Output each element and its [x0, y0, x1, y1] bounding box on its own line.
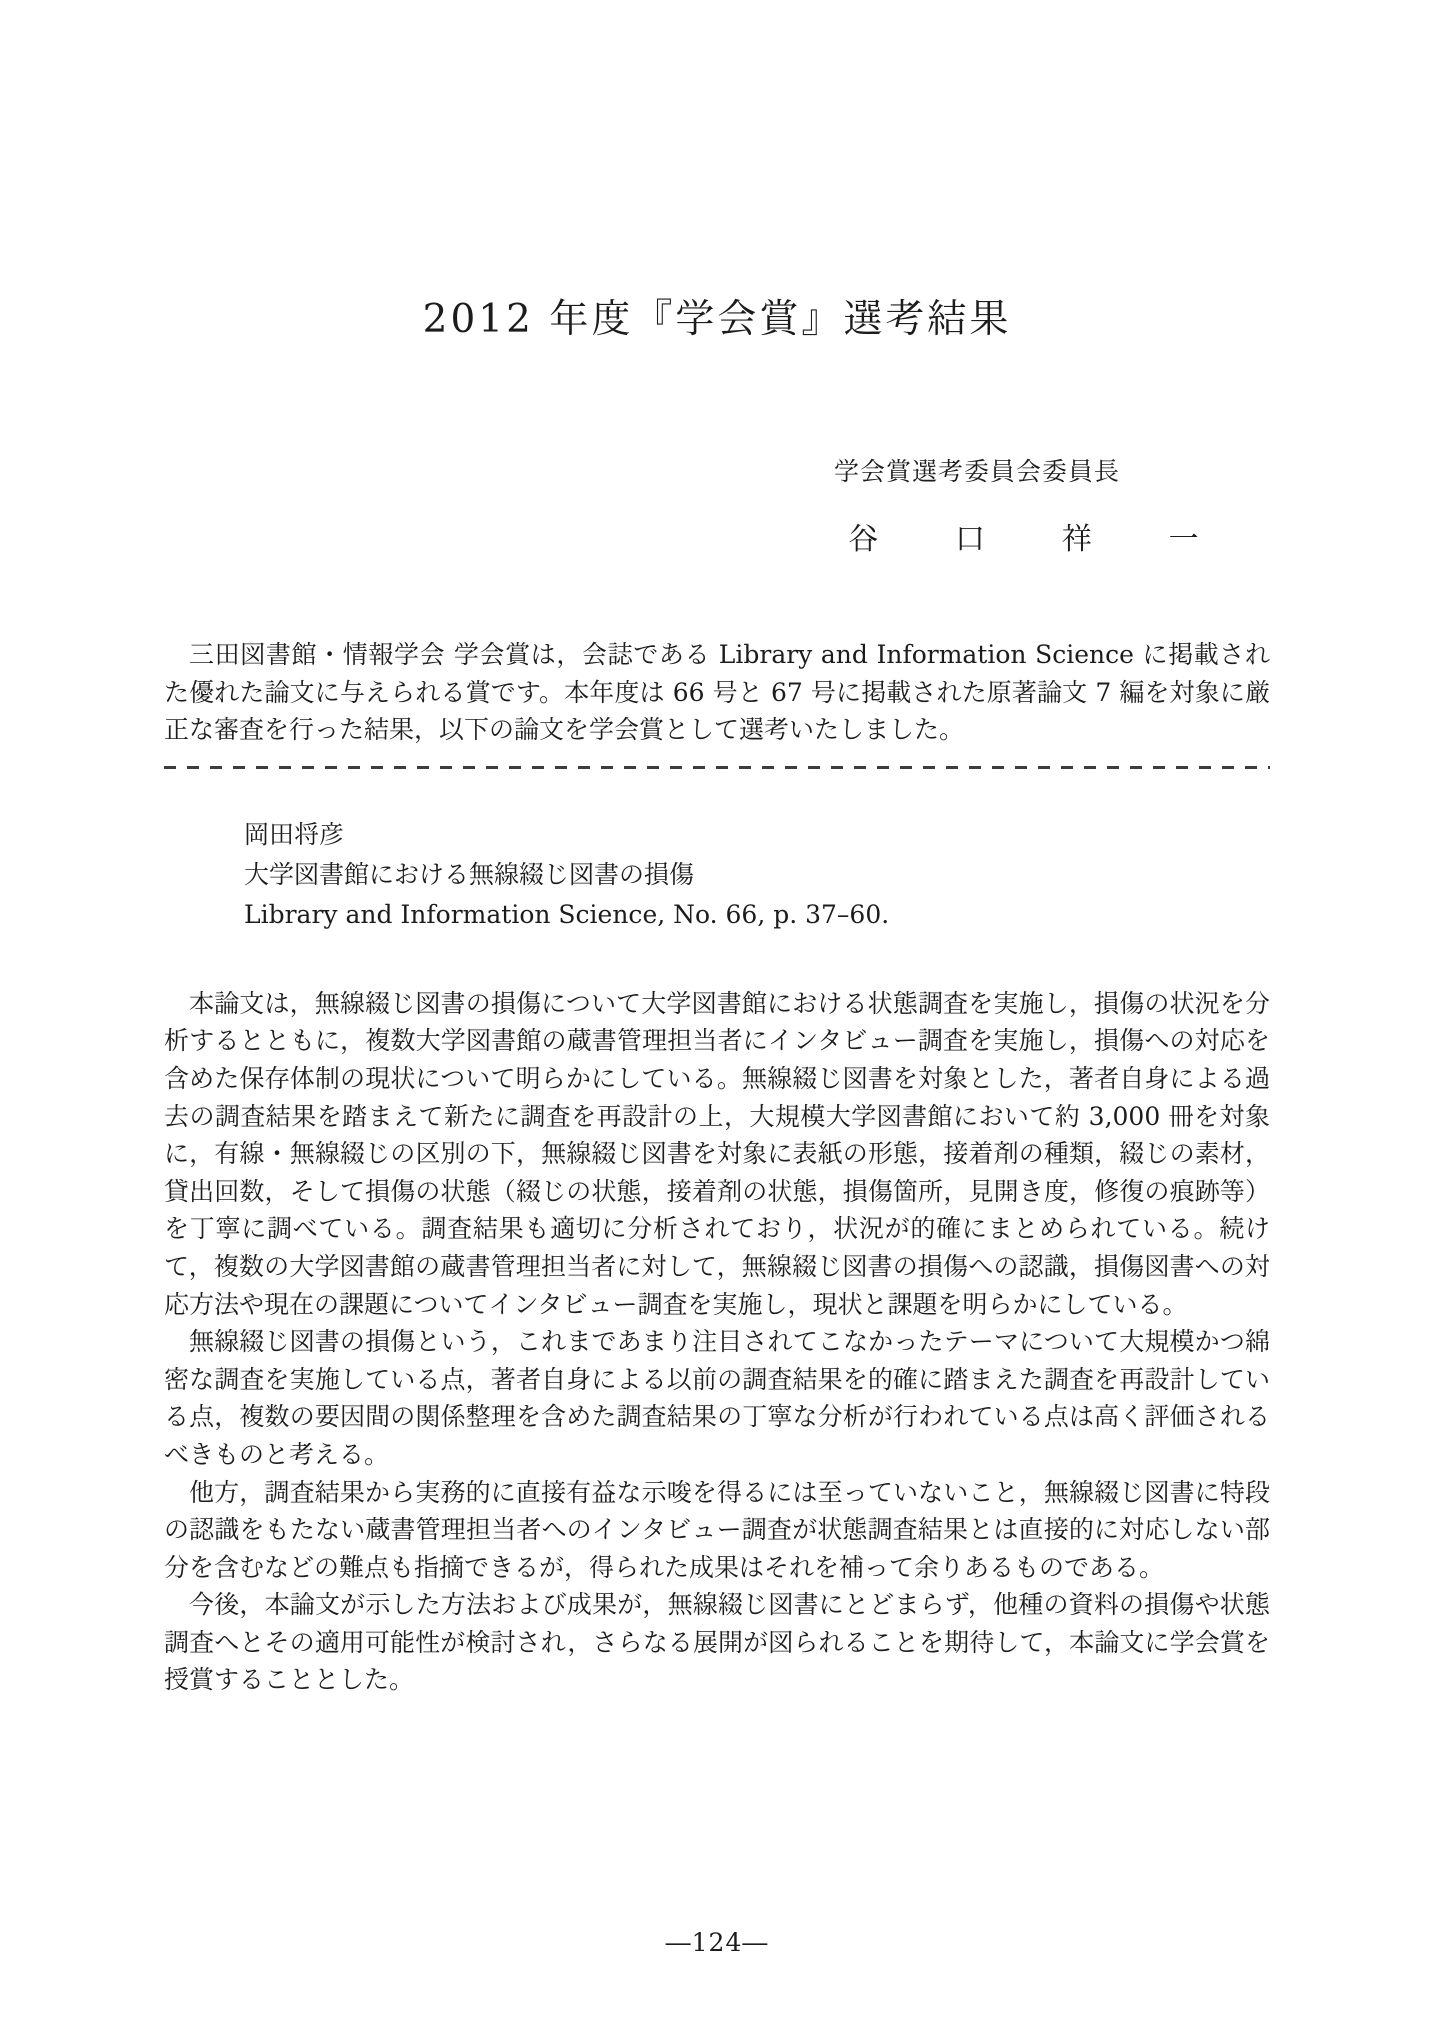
- committee-chair-name: 谷 口 祥 一: [848, 522, 1222, 557]
- committee-role-label: 学会賞選考委員会委員長: [833, 457, 1120, 486]
- page-number: ―124―: [665, 1928, 769, 1957]
- body-paragraph: 本論文は，無線綴じ図書の損傷について大学図書館における状態調査を実施し，損傷の状況を分析するとともに，複数大学図書館の蔵書管理担当者にインタビュー調査を実施し，損傷への対応を含めた保存体制の現状について明らかにしている。無線綴じ図書を対象とした，著者自身による過去の調査結果を踏まえて新たに調査を再設計の上，大規模大学図書館において約 3,000 冊を対象に，有線・無線綴じの区別の下，無線綴じ図書を対象に表紙の形態，接着剤の種類，綴じの素材，貸出回数，そして損傷の状態（綴じの状態，接着剤の状態，損傷箇所，見開き度，修復の痕跡等）を丁寧に調べている。調査結果も適切に分析されており，状況が的確にまとめられている。続けて，複数の大学図書館の蔵書管理担当者に対して，無線綴じ図書の損傷への認識，損傷図書への対応方法や現在の課題についてインタビュー調査を実施し，現状と課題を明らかにしている。: [164, 988, 1270, 1319]
- intro-paragraph: 三田図書館・情報学会 学会賞は，会誌である Library and Information Science に掲載された優れた論文に与えられる賞です。本年度は 66 号と 67 号に掲載された原著論文 7 編を対象に厳正な審査を行った結果，以下の論文を学会賞として選考いたしました。: [164, 640, 1270, 745]
- body-paragraph: 他方，調査結果から実務的に直接有益な示唆を得るには至っていないこと，無線綴じ図書に特段の認識をもたない蔵書管理担当者へのインタビュー調査が状態調査結果とは直接的に対応しない部分を含むなどの難点も指摘できるが，得られた成果はそれを補って余りあるものである。: [164, 1477, 1270, 1582]
- citation-paper-title: 大学図書館における無線綴じ図書の損傷: [244, 859, 695, 889]
- citation-source: Library and Information Science, No. 66, p. 37–60.: [244, 899, 890, 929]
- page-content: [164, 0, 1270, 1699]
- review-body: [164, 985, 1270, 1699]
- page-title: 2012 年度『学会賞』選考結果: [422, 297, 1012, 342]
- citation-author: 岡田将彦: [244, 819, 345, 849]
- award-citation: [244, 815, 1270, 935]
- committee-block: [164, 452, 1270, 558]
- dashed-divider: [164, 766, 1270, 769]
- body-paragraph: 今後，本論文が示した方法および成果が，無線綴じ図書にとどまらず，他種の資料の損傷や状態調査へとその適用可能性が検討され，さらなる展開が図られることを期待して，本論文に学会賞を授賞することとした。: [164, 1590, 1270, 1695]
- body-paragraph: 無線綴じ図書の損傷という，これまであまり注目されてこなかったテーマについて大規模かつ綿密な調査を実施している点，著者自身による以前の調査結果を的確に踏まえた調査を再設計している点，複数の要因間の関係整理を含めた調査結果の丁寧な分析が行われている点は高く評価されるべきものと考える。: [164, 1327, 1270, 1469]
